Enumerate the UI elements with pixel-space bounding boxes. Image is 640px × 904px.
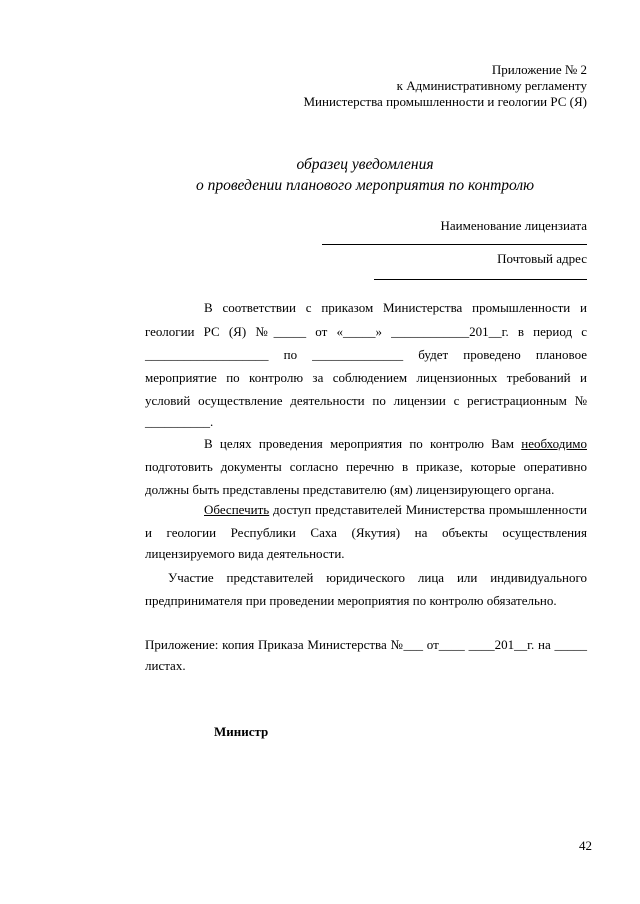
header-appendix-number: Приложение № 2 [491, 62, 587, 77]
p2-line-1-underlined: необходимо [521, 436, 588, 451]
p1-line-6: __________. [145, 414, 214, 429]
p2-line-3: должны быть представлены представителю (ям) лицензирующего органа. [145, 482, 555, 497]
postal-address-line [374, 279, 587, 280]
attachment-line-1: Приложение: копия Приказа Министерства №___ от____ ____201__г. на _____ [145, 637, 587, 652]
licensee-name-line [322, 244, 587, 245]
p3-line-1-underlined: Обеспечить [204, 502, 270, 517]
header-regulation-ref: к Административному регламенту [396, 78, 587, 93]
p3-line-1-text: доступ представителей Министерства промышленности [273, 502, 587, 517]
licensee-name-label: Наименование лицензиата [440, 218, 587, 233]
title-line-1: образец уведомления [296, 156, 434, 173]
p2-line-1 [204, 436, 587, 452]
p3-line-3: лицензируемого вида деятельности. [145, 546, 345, 561]
p2-line-1-text: В целях проведения мероприятия по контролю Вам [204, 436, 514, 451]
p3-line-1 [204, 502, 587, 518]
p2-line-2: подготовить документы согласно перечню в приказе, которые оперативно [145, 459, 587, 474]
postal-address-label: Почтовый адрес [497, 251, 587, 266]
p1-line-3: ___________________ по ______________ будет проведено плановое [145, 347, 587, 362]
p1-line-1: В соответствии с приказом Министерства промышленности и [204, 300, 587, 315]
p3-line-2: и геологии Республики Саха (Якутия) на объекты осуществления [145, 525, 587, 540]
title-line-2: о проведении планового мероприятия по контролю [195, 177, 535, 194]
attachment-line-2: листах. [145, 658, 186, 673]
p1-line-5: условий осуществление деятельности по лицензии с регистрационным № [145, 393, 587, 408]
p4-line-1: Участие представителей юридического лица или индивидуального [168, 570, 587, 585]
header-ministry: Министерства промышленности и геологии РС (Я) [303, 94, 587, 109]
p1-line-4: мероприятие по контролю за соблюдением лицензионных требований и [145, 370, 587, 385]
p1-line-2: геологии РС (Я) №_____ от «_____» ____________201__г. в период с [145, 324, 587, 339]
page-number: 42 [579, 838, 592, 853]
p4-line-2: предпринимателя при проведении мероприятия по контролю обязательно. [145, 593, 557, 608]
signer-title: Министр [214, 724, 269, 739]
